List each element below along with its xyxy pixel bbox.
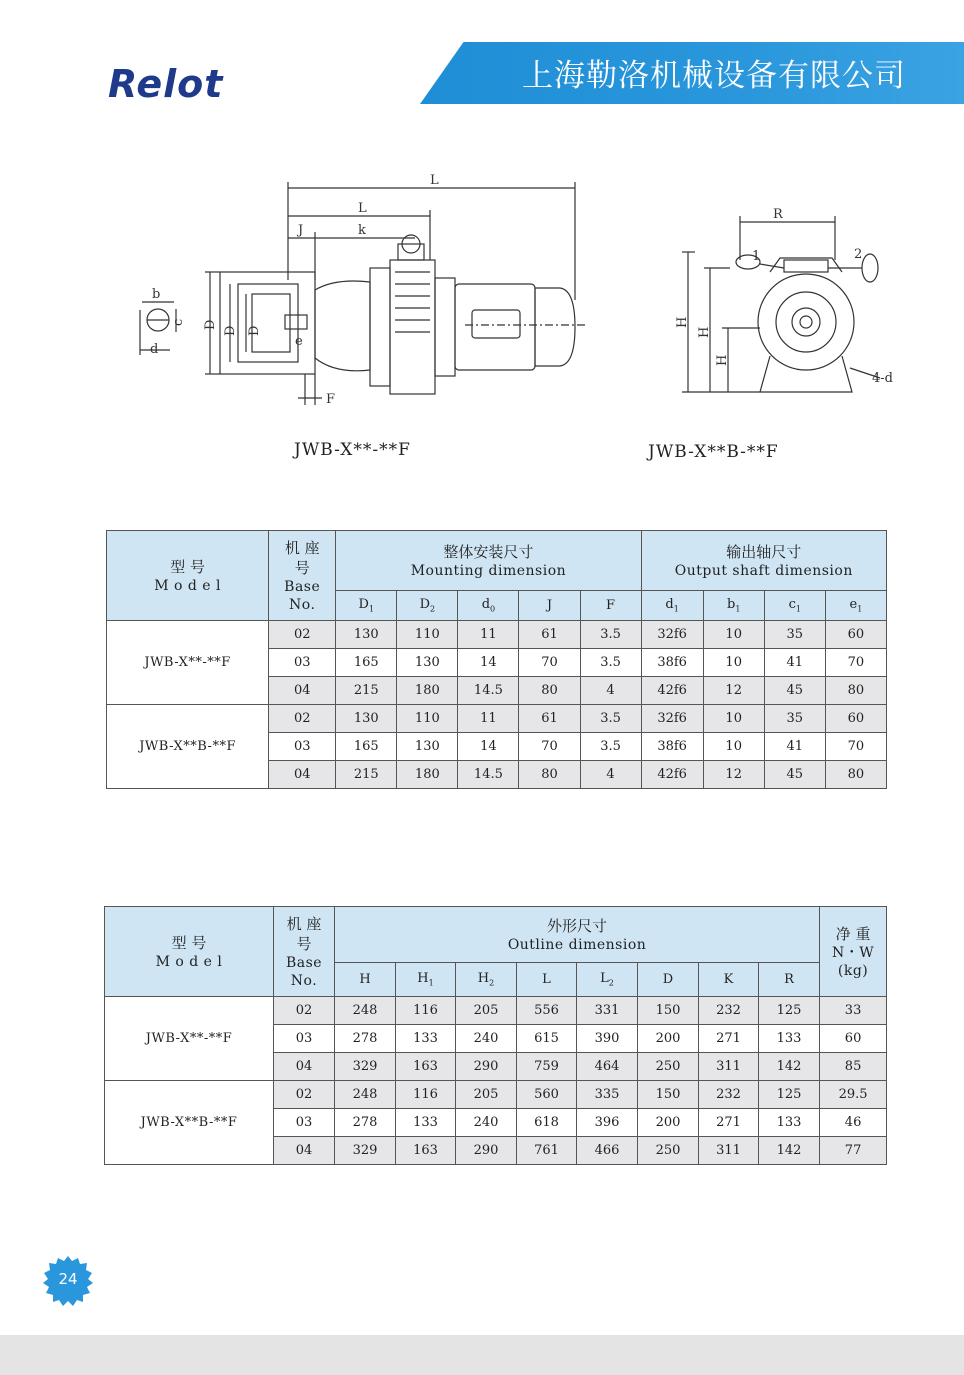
dim-label-H: H bbox=[675, 316, 690, 328]
value-cell: 77 bbox=[820, 1137, 887, 1165]
value-cell: 215 bbox=[336, 677, 397, 705]
value-cell: 335 bbox=[577, 1081, 638, 1109]
value-cell: 29.5 bbox=[820, 1081, 887, 1109]
dim-label-d1: d bbox=[150, 342, 159, 357]
base-no-cell: 02 bbox=[269, 705, 336, 733]
value-cell: 10 bbox=[703, 621, 764, 649]
value-cell: 60 bbox=[825, 705, 886, 733]
value-cell: 35 bbox=[764, 705, 825, 733]
value-cell: 248 bbox=[335, 997, 396, 1025]
value-cell: 142 bbox=[759, 1053, 820, 1081]
value-cell: 70 bbox=[519, 733, 580, 761]
col-c1: $c_1$ bbox=[764, 591, 825, 621]
value-cell: 390 bbox=[577, 1025, 638, 1053]
value-cell: 165 bbox=[336, 733, 397, 761]
value-cell: 61 bbox=[519, 705, 580, 733]
value-cell: 4 bbox=[580, 677, 641, 705]
value-cell: 133 bbox=[759, 1109, 820, 1137]
value-cell: 150 bbox=[638, 997, 699, 1025]
value-cell: 240 bbox=[456, 1025, 517, 1053]
col-d0: $d_0$ bbox=[458, 591, 519, 621]
dim-label-k: k bbox=[358, 223, 366, 238]
base-no-cell: 02 bbox=[269, 621, 336, 649]
value-cell: 110 bbox=[397, 621, 458, 649]
value-cell: 80 bbox=[519, 761, 580, 789]
value-cell: 290 bbox=[456, 1053, 517, 1081]
value-cell: 205 bbox=[456, 1081, 517, 1109]
value-cell: 560 bbox=[517, 1081, 577, 1109]
value-cell: 10 bbox=[703, 705, 764, 733]
value-cell: 396 bbox=[577, 1109, 638, 1137]
col-K: K bbox=[699, 963, 759, 997]
value-cell: 38f6 bbox=[641, 649, 703, 677]
dim-label-c1: c bbox=[171, 318, 186, 326]
page-number: 24 bbox=[58, 1270, 78, 1288]
dim-label-L2: L bbox=[358, 201, 367, 216]
model-cell: JWB-X**-**F bbox=[105, 997, 274, 1081]
value-cell: 70 bbox=[825, 649, 886, 677]
value-cell: 464 bbox=[577, 1053, 638, 1081]
value-cell: 10 bbox=[703, 649, 764, 677]
value-cell: 133 bbox=[759, 1025, 820, 1053]
dim-label-F: F bbox=[326, 392, 336, 407]
relot-logo: Relot bbox=[108, 62, 224, 106]
value-cell: 130 bbox=[336, 621, 397, 649]
value-cell: 130 bbox=[336, 705, 397, 733]
value-cell: 278 bbox=[335, 1109, 396, 1137]
value-cell: 14 bbox=[458, 733, 519, 761]
value-cell: 45 bbox=[764, 761, 825, 789]
value-cell: 232 bbox=[699, 1081, 759, 1109]
header-base: 机 座 号 Base No. bbox=[274, 907, 335, 997]
value-cell: 331 bbox=[577, 997, 638, 1025]
value-cell: 759 bbox=[517, 1053, 577, 1081]
value-cell: 14.5 bbox=[458, 761, 519, 789]
value-cell: 85 bbox=[820, 1053, 887, 1081]
model-cell: JWB-X**-**F bbox=[107, 621, 269, 705]
value-cell: 33 bbox=[820, 997, 887, 1025]
base-no-cell: 03 bbox=[274, 1025, 335, 1053]
base-no-cell: 04 bbox=[269, 761, 336, 789]
value-cell: 271 bbox=[699, 1025, 759, 1053]
caption-right: JWB-X**B-**F bbox=[648, 442, 779, 462]
dim-label-R: R bbox=[773, 207, 783, 222]
value-cell: 35 bbox=[764, 621, 825, 649]
value-cell: 200 bbox=[638, 1109, 699, 1137]
value-cell: 38f6 bbox=[641, 733, 703, 761]
col-L2: $L_2$ bbox=[577, 963, 638, 997]
header-model: 型 号 M o d e l bbox=[105, 907, 274, 997]
value-cell: 3.5 bbox=[580, 649, 641, 677]
value-cell: 150 bbox=[638, 1081, 699, 1109]
value-cell: 618 bbox=[517, 1109, 577, 1137]
value-cell: 761 bbox=[517, 1137, 577, 1165]
value-cell: 116 bbox=[396, 1081, 456, 1109]
bottom-strip bbox=[0, 1335, 964, 1375]
value-cell: 250 bbox=[638, 1137, 699, 1165]
value-cell: 142 bbox=[759, 1137, 820, 1165]
value-cell: 80 bbox=[825, 761, 886, 789]
value-cell: 12 bbox=[703, 761, 764, 789]
value-cell: 116 bbox=[396, 997, 456, 1025]
outline-dimension-table bbox=[104, 906, 887, 1165]
value-cell: 466 bbox=[577, 1137, 638, 1165]
col-J: J bbox=[519, 591, 580, 621]
dim-label-b1: b bbox=[152, 287, 161, 302]
value-cell: 250 bbox=[638, 1053, 699, 1081]
value-cell: 10 bbox=[703, 733, 764, 761]
value-cell: 42f6 bbox=[641, 677, 703, 705]
table-row bbox=[107, 621, 887, 649]
col-R: R bbox=[759, 963, 820, 997]
header-net-weight: 净 重 N・W (kg) bbox=[820, 907, 887, 997]
value-cell: 4 bbox=[580, 761, 641, 789]
value-cell: 240 bbox=[456, 1109, 517, 1137]
base-no-cell: 03 bbox=[269, 733, 336, 761]
value-cell: 180 bbox=[397, 677, 458, 705]
value-cell: 3.5 bbox=[580, 733, 641, 761]
dim-label-d0: 4-d bbox=[872, 371, 893, 386]
value-cell: 248 bbox=[335, 1081, 396, 1109]
value-cell: 14.5 bbox=[458, 677, 519, 705]
value-cell: 125 bbox=[759, 997, 820, 1025]
value-cell: 278 bbox=[335, 1025, 396, 1053]
dim-label-D1: D bbox=[223, 325, 238, 336]
value-cell: 46 bbox=[820, 1109, 887, 1137]
value-cell: 125 bbox=[759, 1081, 820, 1109]
value-cell: 615 bbox=[517, 1025, 577, 1053]
value-cell: 232 bbox=[699, 997, 759, 1025]
value-cell: 41 bbox=[764, 649, 825, 677]
value-cell: 311 bbox=[699, 1053, 759, 1081]
base-no-cell: 03 bbox=[269, 649, 336, 677]
base-no-cell: 04 bbox=[274, 1137, 335, 1165]
dim-label-J: J bbox=[298, 223, 304, 238]
dim-label-e1: e bbox=[295, 334, 303, 349]
value-cell: 329 bbox=[335, 1137, 396, 1165]
value-cell: 133 bbox=[396, 1025, 456, 1053]
value-cell: 200 bbox=[638, 1025, 699, 1053]
col-D: D bbox=[638, 963, 699, 997]
company-name: 上海勒洛机械设备有限公司 bbox=[522, 58, 906, 94]
dim-label-1: 1 bbox=[752, 249, 761, 264]
value-cell: 60 bbox=[825, 621, 886, 649]
value-cell: 329 bbox=[335, 1053, 396, 1081]
value-cell: 12 bbox=[703, 677, 764, 705]
value-cell: 311 bbox=[699, 1137, 759, 1165]
col-e1: $e_1$ bbox=[825, 591, 886, 621]
col-H1: $H_1$ bbox=[396, 963, 456, 997]
value-cell: 11 bbox=[458, 621, 519, 649]
value-cell: 45 bbox=[764, 677, 825, 705]
dim-label-H1: H bbox=[715, 354, 730, 366]
base-no-cell: 02 bbox=[274, 1081, 335, 1109]
dim-label-D: D bbox=[203, 319, 218, 330]
header-model: 型 号 M o d e l bbox=[107, 531, 269, 621]
table-row bbox=[105, 1081, 887, 1109]
value-cell: 42f6 bbox=[641, 761, 703, 789]
value-cell: 32f6 bbox=[641, 621, 703, 649]
value-cell: 110 bbox=[397, 705, 458, 733]
header-base: 机 座 号 Base No. bbox=[269, 531, 336, 621]
col-H2: $H_2$ bbox=[456, 963, 517, 997]
value-cell: 3.5 bbox=[580, 705, 641, 733]
base-no-cell: 02 bbox=[274, 997, 335, 1025]
dim-label-D2: D bbox=[247, 325, 262, 336]
value-cell: 11 bbox=[458, 705, 519, 733]
value-cell: 290 bbox=[456, 1137, 517, 1165]
value-cell: 180 bbox=[397, 761, 458, 789]
value-cell: 3.5 bbox=[580, 621, 641, 649]
table-row bbox=[107, 705, 887, 733]
value-cell: 556 bbox=[517, 997, 577, 1025]
value-cell: 215 bbox=[336, 761, 397, 789]
value-cell: 61 bbox=[519, 621, 580, 649]
value-cell: 60 bbox=[820, 1025, 887, 1053]
dim-label-L: L bbox=[430, 173, 439, 188]
col-D1: $D_1$ bbox=[336, 591, 397, 621]
value-cell: 165 bbox=[336, 649, 397, 677]
col-b1: $b_1$ bbox=[703, 591, 764, 621]
col-H: H bbox=[335, 963, 396, 997]
value-cell: 32f6 bbox=[641, 705, 703, 733]
caption-left: JWB-X**-**F bbox=[294, 440, 411, 460]
model-cell: JWB-X**B-**F bbox=[107, 705, 269, 789]
technical-drawings bbox=[120, 160, 920, 480]
value-cell: 70 bbox=[825, 733, 886, 761]
value-cell: 205 bbox=[456, 997, 517, 1025]
base-no-cell: 03 bbox=[274, 1109, 335, 1137]
value-cell: 130 bbox=[397, 733, 458, 761]
dim-label-2: 2 bbox=[854, 247, 863, 262]
header-mounting: 整体安装尺寸 Mounting dimension bbox=[336, 531, 641, 591]
col-d1: $d_1$ bbox=[641, 591, 703, 621]
col-F: F bbox=[580, 591, 641, 621]
value-cell: 70 bbox=[519, 649, 580, 677]
header-outline: 外形尺寸 Outline dimension bbox=[335, 907, 820, 963]
value-cell: 80 bbox=[519, 677, 580, 705]
value-cell: 80 bbox=[825, 677, 886, 705]
value-cell: 163 bbox=[396, 1137, 456, 1165]
value-cell: 271 bbox=[699, 1109, 759, 1137]
value-cell: 163 bbox=[396, 1053, 456, 1081]
value-cell: 133 bbox=[396, 1109, 456, 1137]
table-row bbox=[105, 997, 887, 1025]
value-cell: 41 bbox=[764, 733, 825, 761]
col-D2: $D_2$ bbox=[397, 591, 458, 621]
dim-label-H2: H bbox=[697, 326, 712, 338]
mounting-dimension-table bbox=[106, 530, 887, 789]
base-no-cell: 04 bbox=[269, 677, 336, 705]
base-no-cell: 04 bbox=[274, 1053, 335, 1081]
model-cell: JWB-X**B-**F bbox=[105, 1081, 274, 1165]
value-cell: 14 bbox=[458, 649, 519, 677]
value-cell: 130 bbox=[397, 649, 458, 677]
header-output-shaft: 输出轴尺寸 Output shaft dimension bbox=[641, 531, 886, 591]
col-L: L bbox=[517, 963, 577, 997]
